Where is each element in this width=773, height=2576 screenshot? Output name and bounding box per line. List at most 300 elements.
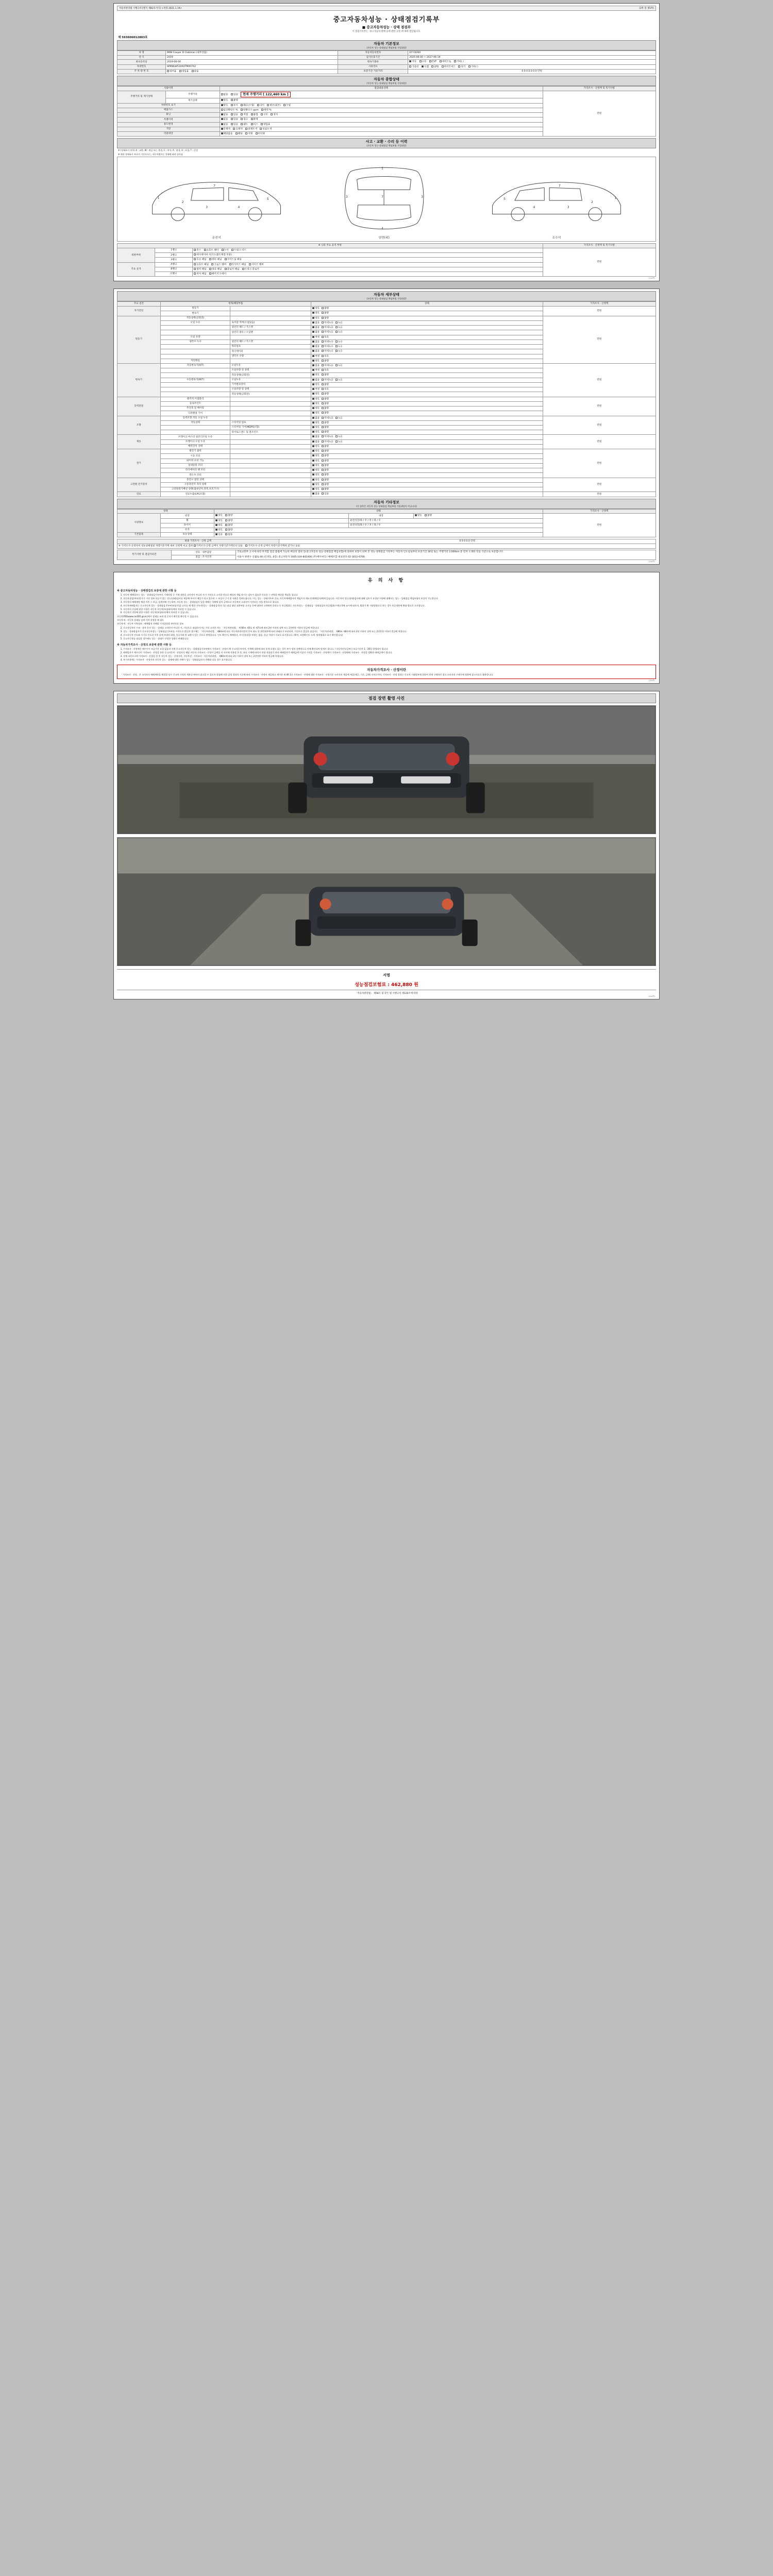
list-item: 4. 자동차매매업자는 중고자동차 성능 · 상태점검기록부(보험가입) 고지를 해 행한 기록자(성능 · 상태점검자)의 성능점검 대상 교환부품 고지를 등에 대하여 고객에게 알리고 등 보증범위는 자동차성능 · 상태점검 · 상태점검의 보증범위(구매고객에 교시에 따르며, 범위가 확 지정법령으로 하는 경우 보증내용에 확대·별도로 고지합니다. <box>123 604 656 607</box>
opt-불량[interactable]: 불량 <box>322 488 329 491</box>
opt-양호[interactable]: 양호 <box>312 454 320 457</box>
opt-없음[interactable]: 없음 <box>312 331 320 334</box>
notice-boxed-title: 자동차가격조사 · 산정이란 <box>366 667 407 672</box>
opt-미세누유[interactable]: 미세누유 <box>322 364 333 367</box>
svg-text:7: 7 <box>558 184 561 188</box>
opt-usechange-rent[interactable]: 렌트 <box>241 123 248 126</box>
opt-누유[interactable]: 누유 <box>335 364 343 367</box>
detail-item: 오일 누유 <box>160 320 230 325</box>
detail-price: 만원 <box>543 316 656 363</box>
detail-subitem <box>230 316 311 320</box>
inspector-address: 서울시 양천구 신월로 00 (신정동, 0층) 중고차단지 1005-104-841006 (주)에이씨티 / 매매조합 대표번호 02-3011-6766 <box>237 556 365 559</box>
opt-cvt[interactable]: CVT <box>429 60 436 63</box>
opt-불량[interactable]: 불량 <box>322 360 329 363</box>
opt-basic-no[interactable]: 없음 <box>225 533 232 536</box>
opt-불량[interactable]: 불량 <box>322 464 329 467</box>
detail-state-options <box>311 349 543 354</box>
opt-recall-notdone[interactable]: 미이행 <box>256 132 265 135</box>
opt-적정[interactable]: 적정 <box>312 355 320 358</box>
opt-불량[interactable]: 불량 <box>322 412 329 415</box>
section-overall-state-band <box>117 76 656 86</box>
page-3 <box>113 572 660 684</box>
opt-없음[interactable]: 없음 <box>312 417 320 420</box>
other-value-tire <box>214 523 349 528</box>
detail-subitem: 오일유량 및 상태 <box>230 387 311 392</box>
opt-mileage-none[interactable]: 없음 <box>221 93 228 96</box>
opt-rad-support[interactable]: 라디에이터 서포트(볼트체결 부품) <box>194 253 232 257</box>
opt-불량[interactable]: 불량 <box>322 445 329 448</box>
opt-누유[interactable]: 누유 <box>335 440 343 444</box>
opt-rear-panel[interactable]: 리어 패널 <box>194 273 206 276</box>
detail-item: 냉각수 누수 <box>160 340 230 344</box>
opt-quarter-panel[interactable]: 쿼터 패널 <box>209 258 222 261</box>
detail-state-options <box>311 420 543 425</box>
field-label-use-history: 주 차 량 번 호 <box>117 69 166 74</box>
page-4-footer-note: 「자동차관리법」 제58조 및 같은 법 시행규칙 제120조에 따라 <box>117 990 656 995</box>
detail-group-7: 고전원 전기장치 <box>117 478 161 492</box>
other-value-interior <box>413 514 543 518</box>
detail-item: 수동변속기(M/T) <box>160 378 230 382</box>
opt-wheel-good[interactable]: 양호 <box>215 519 223 522</box>
opt-불량[interactable]: 불량 <box>322 421 329 425</box>
frame-items-1 <box>193 248 543 253</box>
frame-items-b <box>193 267 543 272</box>
opt-없음[interactable]: 없음 <box>312 364 320 367</box>
list-item: 4. 중고자동차 인도와 시기로 인도한 이후 물에 부위의 회원, 통증사와 및 교환이 있는 중요로 판명합니다. 인도 확인시, 매매업자, 사이신(실물) 부위는 없음, 통증 사업이 시교로 표기합니다. (확인, 조용확인도 도색. 탈착범위로 표기 확인합니다) <box>123 634 656 637</box>
document-root <box>0 0 773 1022</box>
overall-state-table <box>117 86 656 137</box>
opt-미세누수[interactable]: 미세누수 <box>322 341 333 344</box>
detail-subitem: 실린더 블록 / 오일팬 <box>230 330 311 335</box>
detail-subitem <box>230 416 311 420</box>
detail-subitem: 오일누유 <box>230 378 311 382</box>
opt-tire-good[interactable]: 양호 <box>215 524 223 527</box>
opt-불량[interactable]: 불량 <box>322 469 329 472</box>
detail-price: 만원 <box>543 397 656 416</box>
opt-tuning-none[interactable]: 없음 <box>221 113 228 116</box>
opt-tuning-yes[interactable]: 있음 <box>231 113 238 116</box>
opt-rental[interactable]: 대여용 <box>167 70 176 73</box>
detail-state-options <box>311 320 543 325</box>
opt-미세누유[interactable]: 미세누유 <box>322 379 333 382</box>
opt-양호[interactable]: 양호 <box>312 398 320 401</box>
svg-text:1: 1 <box>157 197 160 200</box>
opt-tire-bad[interactable]: 불량 <box>225 524 232 527</box>
opt-color-part-paint[interactable]: 부분도색 <box>260 128 272 131</box>
opt-양호[interactable]: 양호 <box>312 393 320 396</box>
inspector-body <box>236 550 656 560</box>
detail-item: 브레이크 마스터 실린더오일 누유 <box>160 435 230 439</box>
detail-item: 시동 모터 <box>160 454 230 459</box>
frame-price-value: 만원 <box>543 248 656 277</box>
opt-color-chromatic[interactable]: 유채색 <box>233 128 242 131</box>
detail-state-options <box>311 330 543 335</box>
opt-recall-done[interactable]: 이행 <box>245 132 253 135</box>
page-1-topbar <box>117 6 656 11</box>
page-4-footer-mark: (4/4쪽) <box>648 995 655 998</box>
opt-front-panel[interactable]: 프론트 패널 <box>194 263 209 266</box>
other-label-exterior: 외장 <box>160 514 214 518</box>
table-row <box>117 60 656 64</box>
detail-subitem <box>230 435 311 439</box>
opt-glass-bad[interactable]: 불량 <box>225 529 232 532</box>
opt-co[interactable]: 일산화탄소 % <box>221 109 238 112</box>
opt-price-higher[interactable]: 가격조사·산정 금액이 차량기준가액과 같거나 높음 <box>245 545 300 548</box>
opt-glass-good[interactable]: 양호 <box>215 529 223 532</box>
opt-tuning-structure[interactable]: 구조 <box>261 113 268 116</box>
opt-불량[interactable]: 불량 <box>322 460 329 463</box>
section-other-band <box>117 499 656 509</box>
opt-usechange-biz[interactable]: 영업용 <box>261 123 270 126</box>
detail-subitem: 로커암 커버(오일닦음) <box>230 320 311 325</box>
opt-부족[interactable]: 부족 <box>322 388 329 391</box>
detail-item <box>160 354 230 359</box>
opt-vin-good[interactable]: 양호 <box>221 104 228 107</box>
opt-양호[interactable]: 양호 <box>312 469 320 472</box>
opt-trunk-floor[interactable]: 트렁크 플로어 <box>242 268 259 271</box>
row-value-special <box>220 117 543 122</box>
other-group-spec: 사양정보 <box>117 514 161 533</box>
notice-list-2 <box>123 626 656 640</box>
opt-양호[interactable]: 양호 <box>312 473 320 477</box>
opt-양호[interactable]: 양호 <box>312 407 320 410</box>
section-accident-title: 사고 · 교환 · 수리 등 이력 <box>365 140 408 144</box>
table-header-row <box>117 302 656 307</box>
opt-없음[interactable]: 없음 <box>312 379 320 382</box>
opt-basic-yes[interactable]: 있음 <box>215 533 223 536</box>
field-value-inspection-period: 2025-06-00 ~ 2027-06-19 <box>408 55 656 60</box>
section-accident-subtitle: (자동차 성능·상태점검 책임보험 가입대상) <box>366 144 407 147</box>
frame-rank-b: B랭크 <box>155 267 193 272</box>
row-label-usechange: 용도변경 <box>117 122 220 127</box>
opt-sidesill-panel[interactable]: 사이드실 패널 <box>225 258 242 261</box>
opt-불량[interactable]: 불량 <box>322 393 329 396</box>
col-other-item: 항목 <box>117 509 214 514</box>
opt-미세누수[interactable]: 미세누수 <box>322 350 333 353</box>
other-label-glass: 유리 <box>160 528 214 532</box>
table-row <box>117 248 656 253</box>
opt-vin-erased[interactable]: 도말 <box>283 104 291 107</box>
field-value-carname: MINI Cooper D Clubman (내부상품) <box>166 51 338 56</box>
opt-미세누유[interactable]: 미세누유 <box>322 440 333 444</box>
opt-roof-panel[interactable]: 루프 패널 <box>194 258 206 261</box>
opt-usechange-none[interactable]: 없음 <box>221 123 228 126</box>
opt-special-yes[interactable]: 있음 <box>231 118 238 121</box>
opt-special-none[interactable]: 없음 <box>221 118 228 121</box>
section-basic-info-subtitle: (자동차 성능·상태점검 책임보험 가입대상) <box>366 46 407 49</box>
opt-side-member[interactable]: 사이드 멤버 <box>249 263 264 266</box>
detail-state-options <box>311 416 543 420</box>
row-value-recall <box>220 132 543 137</box>
opt-business[interactable]: 영업용 <box>179 70 189 73</box>
opt-불량[interactable]: 불량 <box>322 454 329 457</box>
opt-불량[interactable]: 불량 <box>322 402 329 405</box>
inspector-body-text: 국토교통부 고시에 따라 부적합 점검 불법에 가능한 배상의 범위 등(중고자동차 성능·상태점검 책임보험)에 의하여 보장이 되며 본 성능·상태점검 기록부는 자동차 인도일로부터 보증기간 30일 또는 주행거리 2,000km 중 먼저 도래한 것을 기준으로 보증합니다. <box>237 551 504 554</box>
opt-usechange-lease[interactable]: 리스 <box>251 123 258 126</box>
opt-diesel[interactable]: 디젤 <box>422 65 429 69</box>
detail-state-options <box>311 473 543 478</box>
opt-적정[interactable]: 적정 <box>312 336 320 339</box>
detail-item: 구동축전지 격리 상태 <box>160 482 230 487</box>
svg-text:조수석: 조수석 <box>552 236 561 240</box>
svg-text:운전석: 운전석 <box>212 236 221 240</box>
detail-item: 작동상태 <box>160 420 230 425</box>
photo-1-svg <box>117 706 656 834</box>
car-diagram-svg <box>117 157 656 241</box>
opt-부족[interactable]: 부족 <box>322 355 329 358</box>
opt-미세누유[interactable]: 미세누유 <box>322 417 333 420</box>
svg-text:3: 3 <box>206 206 208 210</box>
opt-양호[interactable]: 양호 <box>312 317 320 320</box>
detail-group-8: 연료 <box>117 492 161 497</box>
opt-부족[interactable]: 부족 <box>322 336 329 339</box>
opt-recall-na[interactable]: 해당없음 <box>221 132 233 135</box>
detail-item: 동력조향 작동 오일 누유 <box>160 416 230 420</box>
opt-불량[interactable]: 불량 <box>322 426 329 429</box>
opt-usechange-yes[interactable]: 있음 <box>231 123 238 126</box>
col-other-price: 가격조사 · 산정액 <box>543 509 656 514</box>
detail-subitem <box>230 444 311 449</box>
opt-양호[interactable]: 양호 <box>312 450 320 453</box>
detail-state-options <box>311 487 543 492</box>
opt-package-tray[interactable]: 패키지 트레이 <box>209 273 226 276</box>
opt-int-bad[interactable]: 불량 <box>425 514 432 517</box>
opt-없음[interactable]: 없음 <box>312 321 320 325</box>
opt-양호[interactable]: 양호 <box>312 460 320 463</box>
opt-cross-member[interactable]: 크로스 멤버 <box>211 263 226 266</box>
opt-gasoline[interactable]: 가솔린 <box>409 65 418 69</box>
opt-양호[interactable]: 양호 <box>312 374 320 377</box>
opt-ext-bad[interactable]: 불량 <box>225 514 232 517</box>
opt-없음[interactable]: 없음 <box>312 440 320 444</box>
opt-누수[interactable]: 누수 <box>335 350 343 353</box>
opt-있음[interactable]: 있음 <box>322 493 329 496</box>
final-price-label <box>117 539 279 544</box>
document-number: 제 593606012803호 <box>118 36 148 39</box>
detail-group-6: 전기 <box>117 449 161 478</box>
row-label-mileage: 주행거리 및 계기상태 <box>117 91 166 103</box>
opt-양호[interactable]: 양호 <box>312 431 320 434</box>
opt-lpg[interactable]: LPG <box>431 65 439 69</box>
other-value-glass <box>214 528 543 532</box>
opt-door[interactable]: 도어 <box>222 249 229 252</box>
detail-state-options <box>311 368 543 373</box>
detail-state-table <box>117 301 656 497</box>
opt-없음[interactable]: 없음 <box>312 350 320 353</box>
opt-special-fire[interactable]: 화재 <box>251 118 258 121</box>
opt-gauge-bad[interactable]: 불량 <box>231 99 238 102</box>
opt-auto[interactable]: 자동 <box>409 60 416 63</box>
row-label-emission: 배출가스 <box>117 108 220 112</box>
detail-subitem: 오일유량 및 상태 <box>230 368 311 373</box>
opt-양호[interactable]: 양호 <box>312 383 320 386</box>
notice-title: 유 의 사 항 <box>367 578 406 583</box>
opt-front-fender[interactable]: 프론트 팬더 <box>204 249 219 252</box>
opt-부족[interactable]: 부족 <box>322 369 329 372</box>
opt-없음[interactable]: 없음 <box>312 341 320 344</box>
opt-누유[interactable]: 누유 <box>335 379 343 382</box>
detail-state-options <box>311 430 543 435</box>
opt-semiauto[interactable]: 세미오토 <box>440 60 451 63</box>
opt-미세누유[interactable]: 미세누유 <box>322 435 333 438</box>
section-other-title: 자동차 기타정보 <box>374 500 399 504</box>
opt-dash-panel[interactable]: 대쉬 패널 <box>209 268 222 271</box>
opt-불량[interactable]: 불량 <box>322 383 329 386</box>
opt-hybrid[interactable]: 하이브리드 <box>442 65 456 69</box>
opt-trunk-lid[interactable]: 트렁크 리드 <box>231 249 246 252</box>
opt-불량[interactable]: 불량 <box>322 450 329 453</box>
opt-inside-panel[interactable]: 인사이드 패널 <box>229 263 246 266</box>
opt-양호[interactable]: 양호 <box>312 464 320 467</box>
opt-불량[interactable]: 불량 <box>322 374 329 377</box>
opt-양호[interactable]: 양호 <box>312 479 320 482</box>
opt-양호[interactable]: 양호 <box>312 483 320 486</box>
opt-mileage-yes[interactable]: 있음 <box>231 93 238 96</box>
opt-vin-diff[interactable]: 상이 <box>257 104 264 107</box>
opt-불량[interactable]: 불량 <box>322 431 329 434</box>
opt-pillar-panel[interactable]: 필러 패널 <box>194 268 206 271</box>
field-value-vin: WMWLW510X0TM00742 <box>166 64 338 69</box>
page-1-footer-mark: (1/4쪽) <box>648 277 655 280</box>
opt-recall-yes[interactable]: 해당 <box>236 132 243 135</box>
opt-불량[interactable]: 불량 <box>322 398 329 401</box>
opt-floor-panel[interactable]: 플로어 패널 <box>225 268 240 271</box>
svg-text:3: 3 <box>421 196 423 199</box>
table-row <box>117 91 656 98</box>
page-2-footer-mark: (2/4쪽) <box>648 560 655 563</box>
opt-tuning-illegal[interactable]: 불법 <box>251 113 258 116</box>
opt-wheel-bad[interactable]: 불량 <box>225 519 232 522</box>
form-legal-ref: 자동차관리법 시행규칙 [별지 제82호서식] <개정 2021.1.19> <box>119 7 182 10</box>
opt-tuning-legal[interactable]: 적법 <box>241 113 248 116</box>
opt-적정[interactable]: 적정 <box>312 388 320 391</box>
opt-color-full-paint[interactable]: 전체도색 <box>245 128 257 131</box>
notice-list-1 <box>123 594 656 615</box>
opt-ext-good[interactable]: 양호 <box>215 514 223 517</box>
frame-rank-a: A랭크 <box>155 262 193 267</box>
other-price-value: 만원 <box>543 514 656 537</box>
opt-미세누유[interactable]: 미세누유 <box>322 326 333 329</box>
svg-text:4: 4 <box>533 206 535 210</box>
opt-불량[interactable]: 불량 <box>322 483 329 486</box>
opt-없음[interactable]: 없음 <box>312 345 320 348</box>
opt-special-flood[interactable]: 침수 <box>241 118 248 121</box>
opt-color-achromatic[interactable]: 무채색 <box>221 128 230 131</box>
list-item: 3. 성능 · 상태점검자가 중고자동차성능 · 상태점검기록부를 거짓으로 발급한 경우에는 「자동차관리법」 제84조에 따른 자동차관리사업의 등록 취소 및 위반회차에 따라 과태료가 부과되며, 거짓으로 발급한 점검자는 「자동차관리법」 제80조 제8호에 따라 2년 이하의 징역 또는 2천만원 이하의 벌금에 처합니다. <box>123 630 656 633</box>
opt-양호[interactable]: 양호 <box>312 402 320 405</box>
opt-누유[interactable]: 누유 <box>335 435 343 438</box>
opt-tuning-device[interactable]: 장치 <box>271 113 278 116</box>
detail-item: 추진축 및 베어링 <box>160 406 230 411</box>
table-row <box>117 539 656 544</box>
accident-note-1: ※ (상태표시 부호) X : 교환, W : 판금 또는 용접, C : 부식, A : 흠집, U : 요철, T : 손상 <box>118 149 198 152</box>
opt-없음[interactable]: 없음 <box>312 493 320 496</box>
opt-int-good[interactable]: 양호 <box>415 514 422 517</box>
opt-gov[interactable]: 관용 <box>192 70 199 73</box>
svg-text:7: 7 <box>381 196 383 199</box>
opt-누수[interactable]: 누수 <box>335 341 343 344</box>
table-header-row <box>117 509 656 514</box>
photo-section-title: 점검 장면 촬영 사진 <box>117 693 656 703</box>
opt-양호[interactable]: 양호 <box>312 312 320 315</box>
detail-item <box>160 392 230 397</box>
detail-item: 발전기 출력 <box>160 449 230 454</box>
opt-누유[interactable]: 누유 <box>335 326 343 329</box>
opt-없음[interactable]: 없음 <box>312 435 320 438</box>
opt-미세누수[interactable]: 미세누수 <box>322 345 333 348</box>
opt-불량[interactable]: 불량 <box>322 312 329 315</box>
other-label-wheel: 휠 <box>160 518 214 523</box>
opt-양호[interactable]: 양호 <box>312 426 320 429</box>
field-value-year: 2019 <box>166 55 338 60</box>
table-header-row <box>117 244 656 248</box>
opt-미세누유[interactable]: 미세누유 <box>322 331 333 334</box>
detail-state-options <box>311 463 543 468</box>
table-row <box>117 435 656 439</box>
list-item: 3. 자체 파산으로써 가격조사 · 산정을 한 후 자동차 성능 · 산정자의, 자동차성 · 가격조사 · 자동차관리법」 제80조에 따라 2년 이하의 징역 또는 2천만원 이하의 벌금에 처합니다. <box>123 655 656 658</box>
table-row <box>117 64 656 69</box>
opt-hood[interactable]: 후드 <box>194 249 201 252</box>
opt-smoke[interactable]: 매연 % <box>261 109 272 112</box>
opt-양호[interactable]: 양호 <box>312 488 320 491</box>
detail-subitem <box>230 459 311 463</box>
opt-양호[interactable]: 양호 <box>312 421 320 425</box>
opt-양호[interactable]: 양호 <box>312 307 320 310</box>
detail-state-options <box>311 459 543 463</box>
opt-trans-etc[interactable]: 기타( ) <box>454 60 464 63</box>
field-label-warranty-km: 보증기간 기준거리 <box>338 69 408 74</box>
other-info-table <box>117 509 656 538</box>
opt-vin-damage[interactable]: 훼손(오염) <box>241 104 254 107</box>
opt-ev[interactable]: 전기 <box>458 65 465 69</box>
opt-양호[interactable]: 양호 <box>312 360 320 363</box>
opt-불량[interactable]: 불량 <box>322 479 329 482</box>
opt-price-lower[interactable]: 가격조사·산정 금액이 차량기준가액보다 낮음 <box>194 545 243 548</box>
opt-양호[interactable]: 양호 <box>312 412 320 415</box>
opt-manual[interactable]: 수동 <box>419 60 427 63</box>
opt-누유[interactable]: 누유 <box>335 321 343 325</box>
table-row <box>117 449 656 454</box>
svg-text:7: 7 <box>213 184 215 188</box>
opt-적정[interactable]: 적정 <box>312 369 320 372</box>
opt-미세누유[interactable]: 미세누유 <box>322 321 333 325</box>
opt-누유[interactable]: 누유 <box>335 331 343 334</box>
opt-양호[interactable]: 양호 <box>312 445 320 448</box>
opt-vin-corrosion[interactable]: 부식 <box>231 104 238 107</box>
row-label-vin-mark: 차대번호 표기 <box>117 103 220 108</box>
frame-group-outer: 외판부위 <box>117 248 155 263</box>
opt-불량[interactable]: 불량 <box>322 307 329 310</box>
opt-gauge-good[interactable]: 양호 <box>221 99 228 102</box>
detail-state-options <box>311 354 543 359</box>
detail-state-options <box>311 326 543 330</box>
col-main-check: 주요 검진 <box>117 302 161 307</box>
detail-subitem <box>230 411 311 416</box>
opt-없음[interactable]: 없음 <box>312 326 320 329</box>
opt-vin-forged[interactable]: 변조(위조) <box>267 104 280 107</box>
opt-불량[interactable]: 불량 <box>322 407 329 410</box>
opt-hc[interactable]: 탄화수소 ppm <box>241 109 259 112</box>
opt-누수[interactable]: 누수 <box>335 345 343 348</box>
detail-state-options <box>311 449 543 454</box>
opt-불량[interactable]: 불량 <box>322 317 329 320</box>
basic-info-table <box>117 50 656 74</box>
opt-fuel-etc[interactable]: 기타( ) <box>468 65 478 69</box>
notice-link-3: 자동차세 : 자동차 이력정보 : 해체법적 전해볼 가격결정할 관련자료 참조 <box>117 622 184 625</box>
table-row <box>117 69 656 74</box>
opt-불량[interactable]: 불량 <box>322 473 329 477</box>
opt-누유[interactable]: 누유 <box>335 417 343 420</box>
